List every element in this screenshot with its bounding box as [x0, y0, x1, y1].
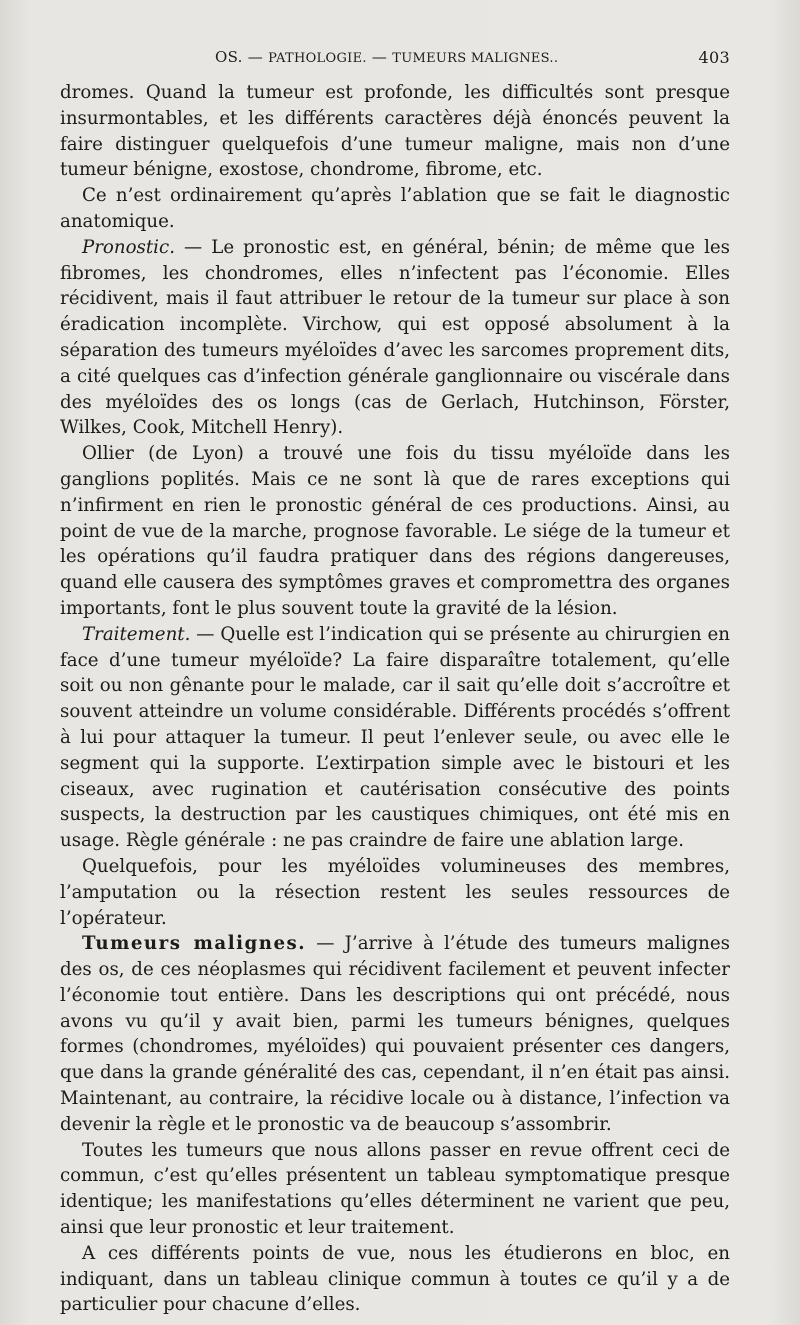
- running-head: [215, 48, 558, 66]
- paragraph-conclusion: [60, 1241, 730, 1318]
- running-head-os: OS.: [215, 48, 243, 66]
- paragraph-text: Toutes les tumeurs que nous allons passer en revue offrent ceci de commun, c’est qu’elles présentent un tableau symptomatique presque identique; les manifestations qu’elles déterminent ne varient que peu, ainsi que leur pronostic et leur traitement.: [60, 1139, 730, 1239]
- paragraph-diagnostic: [60, 183, 730, 235]
- paragraph-text: — Quelle est l’indication qui se présente au chirurgien en face d’une tumeur myéloïde? La faire disparaître totalement, qu’elle soit ou non gênante pour le malade, car il sait qu’elle doit s’accroître et souvent atteindre un volume considérable. Différents procédés s’offrent à lui pour attaquer la tumeur. Il peut l’enlever seule, ou avec elle le segment qui la supporte. L’extirpation simple avec le bistouri et les ciseaux, avec rugination et cautérisation consécutive des points suspects, la destruction par les caustiques chimiques, ont été mis en usage. Règle générale : ne pas craindre de faire une ablation large.: [60, 623, 730, 852]
- paragraph-text: A ces différents points de vue, nous les étudierons en bloc, en indiquant, dans un tableau clinique commun à toutes ce qu’il y a de particulier pour chacune d’elles.: [60, 1242, 730, 1316]
- paragraph-text: Ollier (de Lyon) a trouvé une fois du tissu myéloïde dans les ganglions poplités. Mais ce ne sont là que de rares exceptions qui n’infirment en rien le pronostic général de ces productions. Ainsi, au point de vue de la marche, prognose favorable. Le siége de la tumeur et les opérations qu’il faudra pratiquer dans des régions dangereuses, quand elle causera des symptômes graves et compromettra des organes importants, font le plus souvent toute la gravité de la lésion.: [60, 443, 730, 619]
- paragraph-pronostic: [60, 235, 730, 441]
- paragraph-commun: [60, 1138, 730, 1241]
- paragraph-ollier: [60, 441, 730, 622]
- paragraph-text: Quelquefois, pour les myéloïdes volumineuses des membres, l’amputation ou la résection restent les seules ressources de l’opérateur.: [60, 855, 730, 929]
- paragraph-continued: [60, 80, 730, 183]
- section-heading-traitement: Traitement.: [82, 623, 191, 645]
- section-heading-tumeurs-malignes: Tumeurs malignes.: [82, 933, 307, 955]
- running-head-separator: —: [366, 48, 393, 66]
- paragraph-tumeurs-malignes: [60, 931, 730, 1137]
- body-text: [60, 80, 730, 1318]
- running-head-topic: TUMEURS MALIGNES..: [392, 51, 559, 66]
- section-heading-pronostic: Pronostic.: [82, 236, 175, 258]
- running-head-section: PATHOLOGIE.: [268, 51, 367, 66]
- paragraph-amputation: [60, 854, 730, 931]
- paragraph-text: — Le pronostic est, en général, bénin; de même que les fibromes, les chondromes, elles n’infectent pas l’économie. Elles récidivent, mais il faut attribuer le retour de la tumeur sur place à son éradication incomplète. Virchow, qui est opposé absolument à la séparation des tumeurs myéloïdes d’avec les sarcomes proprement dits, a cité quelques cas d’infection générale ganglionnaire ou viscérale dans des myéloïdes des os longs (cas de Gerlach, Hutchinson, Förster, Wilkes, Cook, Mitchell Henry).: [60, 236, 730, 439]
- paragraph-text: Ce n’est ordinairement qu’après l’ablation que se fait le diagnostic anatomique.: [60, 185, 730, 232]
- page-number: 403: [698, 48, 730, 67]
- page-header: [60, 48, 730, 72]
- paragraph-text: dromes. Quand la tumeur est profonde, les difficultés sont presque insurmontables, et les différents caractères déjà énoncés peuvent la faire distinguer quelquefois d’une tumeur maligne, mais non d’une tumeur bénigne, exostose, chondrome, fibrome, etc.: [60, 82, 730, 181]
- paragraph-text: — J’arrive à l’étude des tumeurs malignes des os, de ces néoplasmes qui récidivent facilement et peuvent infecter l’économie tout entière. Dans les descriptions qui ont précédé, nous avons vu qu’il y avait bien, parmi les tumeurs bénignes, quelques formes (chondromes, myéloïdes) qui pouvaient présenter ces dangers, que dans la grande généralité des cas, cependant, il n’en était pas ainsi. Maintenant, au contraire, la récidive locale ou à distance, l’infection va devenir la règle et le pronostic va de beaucoup s’assombrir.: [60, 933, 730, 1135]
- paragraph-traitement: [60, 622, 730, 854]
- running-head-separator: —: [242, 48, 269, 66]
